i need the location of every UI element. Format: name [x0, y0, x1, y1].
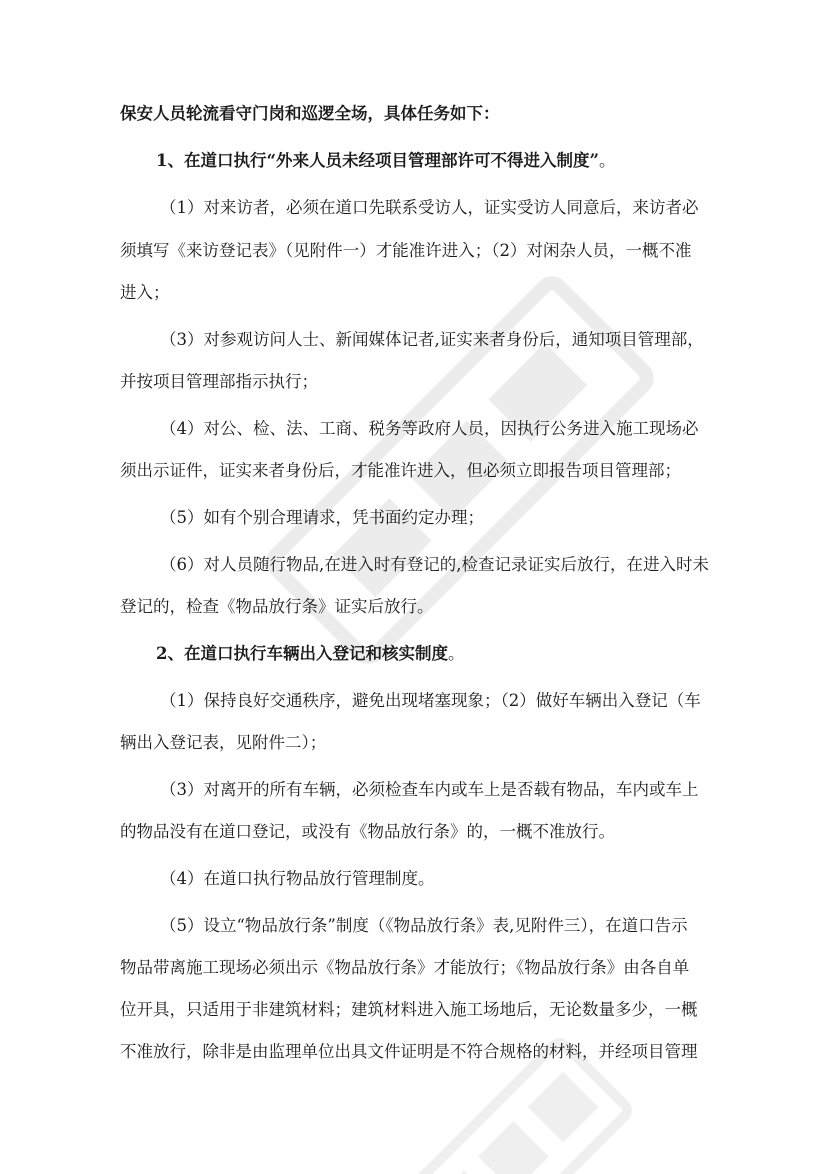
paragraph-line: （6）对人员随行物品,在进入时有登记的,检查记录证实后放行，在进入时未	[160, 555, 709, 574]
section2-heading-tail: 。	[447, 644, 465, 663]
paragraph-line: 的物品没有在道口登记，或没有《物品放行条》的，一概不准放行。	[120, 822, 615, 841]
paragraph-line: 须填写《来访登记表》（见附件一）才能准许进入；（2）对闲杂人员，一概不准	[120, 241, 692, 260]
section1-item-5	[120, 555, 710, 617]
paragraph-line: 须出示证件，证实来者身份后，才能准许进入，但必须立即报告项目管理部；	[120, 461, 681, 480]
paragraph-line: （4）对公、检、法、工商、税务等政府人员，因执行公务进入施工现场必	[160, 419, 699, 438]
section1-item-2	[120, 330, 710, 392]
section2-item-1	[120, 691, 710, 753]
paragraph-line: （1）对来访者，必须在道口先联系受访人，证实受访人同意后，来访者必	[160, 198, 699, 217]
paragraph-line: 辆出入登记表，见附件二）；	[120, 733, 327, 752]
paragraph-line: （4）在道口执行物品放行管理制度。	[160, 869, 435, 888]
section1-heading	[120, 151, 710, 171]
section1-item-4	[120, 508, 710, 528]
section2-heading-text: 2、在道口执行车辆出入登记和核实制度	[156, 644, 448, 663]
paragraph-line: 进入；	[120, 283, 170, 302]
section2-item-3	[120, 869, 710, 889]
intro-line: 保安人员轮流看守门岗和巡逻全场，具体任务如下：	[120, 104, 500, 123]
section2-heading	[120, 644, 710, 664]
document-body	[120, 104, 710, 1062]
paragraph-line: 位开具，只适用于非建筑材料；建筑材料进入施工场地后，无论数量多少，一概	[120, 1000, 698, 1019]
paragraph-line: （3）对离开的所有车辆，必须检查车内或车上是否载有物品，车内或车上	[160, 780, 699, 799]
paragraph-line: 登记的，检查《物品放行条》证实后放行。	[120, 597, 434, 616]
section2-item-2	[120, 780, 710, 842]
paragraph-line: 并按项目管理部指示执行；	[120, 372, 318, 391]
section1-item-3	[120, 419, 710, 481]
paragraph-line: （1）保持良好交通秩序，避免出现堵塞现象；（2）做好车辆出入登记（车	[160, 691, 701, 710]
paragraph-line: （5）如有个别合理请求，凭书面约定办理；	[160, 508, 484, 527]
section1-heading-text: 1、在道口执行“外来人员未经项目管理部许可不得进入制度”	[156, 151, 599, 170]
section2-item-4	[120, 916, 710, 1062]
paragraph-line: 物品带离施工现场必须出示《物品放行条》才能放行；《物品放行条》由各自单	[120, 958, 690, 977]
section1-item-1	[120, 198, 710, 303]
section1-heading-tail: 。	[598, 151, 616, 170]
paragraph-line: 不准放行，除非是由监理单位出具文件证明是不符合规格的材料，并经项目管理	[120, 1042, 698, 1061]
paragraph-line: （3）对参观访问人士、新闻媒体记者,证实来者身份后，通知项目管理部，	[160, 330, 704, 349]
paragraph-line: （5）设立“物品放行条”制度（《物品放行条》表,见附件三），在道口告示	[160, 916, 688, 935]
